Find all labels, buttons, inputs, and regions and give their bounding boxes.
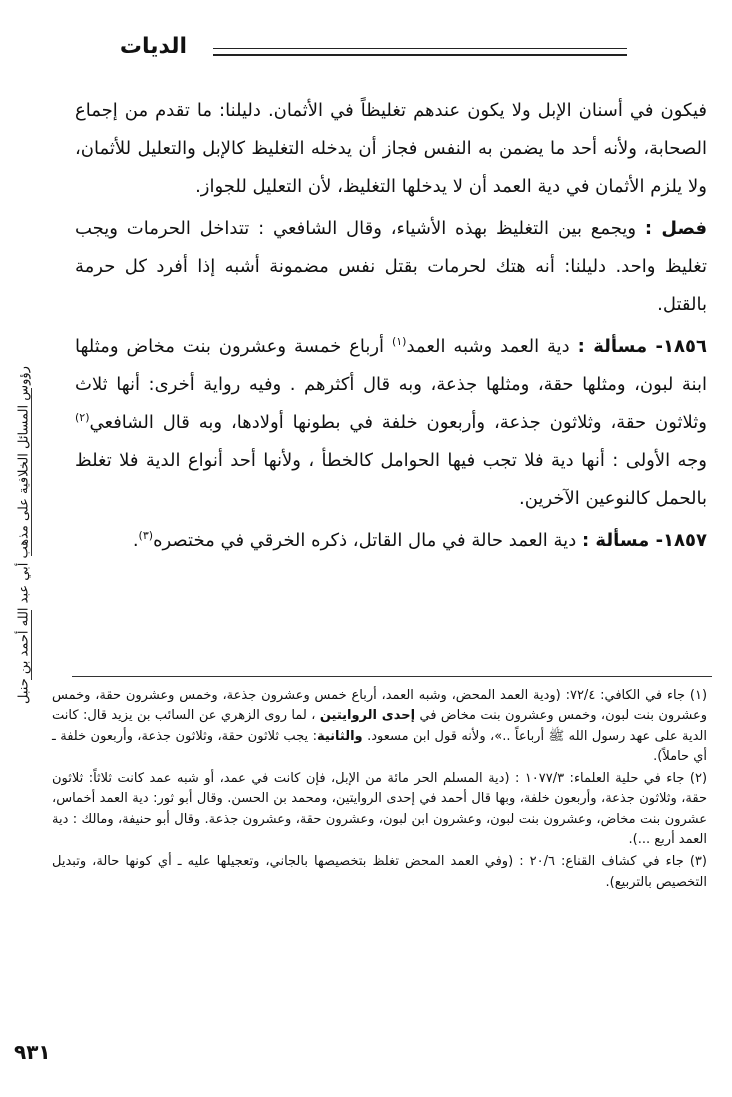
paragraph-1: فيكون في أسنان الإبل ولا يكون عندهم تغليظاً في الأثمان. دليلنا: ما تقدم من إجماع الصحابة، ولأنه أحد ما يضمن به النفس فجاز أن يدخله التغليظ كالإبل والتعليل للأثمان، ولا يلزم الأثمان في دية العمد أن لا يدخلها التغليظ، لأن التعليل للجواز. xyxy=(75,100,707,197)
masala-1857 xyxy=(75,522,707,560)
masala-1856-text-c: وجه الأولى : أنها دية فلا تجب فيها الحوامل كالخطأ ، ولأنها أحد أنواع الدية فلا تغلظ بالحمل كالنوعين الآخرين. xyxy=(75,450,707,509)
masala-1856-label: ١٨٥٦- مسألة : xyxy=(577,336,707,357)
masala-1857-label: ١٨٥٧- مسألة : xyxy=(581,530,707,551)
footnote-separator xyxy=(72,676,712,677)
page-number: ٩٣١ xyxy=(14,1040,51,1064)
footnotes xyxy=(52,686,707,895)
masala-1856-text-a: دية العمد وشبه العمد xyxy=(406,336,570,357)
footnote-1-bold: إحدى الروايتين xyxy=(319,708,416,724)
footnote-ref-2[interactable]: (٢) xyxy=(75,411,90,424)
footnote-1 xyxy=(52,686,707,767)
side-running-title xyxy=(4,366,44,704)
header-rule xyxy=(213,48,627,56)
footnote-1-text-b: ، لما روى الزهري عن السائب بن يزيد قال: كانت الدية على عهد رسول الله ﷺ أرباعاً ..»، ولأنه قول ابن مسعود. xyxy=(52,708,707,744)
footnote-3: (٣) جاء في كشاف القناع: ٢٠/٦ : (وفي العمد المحض تغلظ بتخصيصها بالجاني، وتعجيلها عليه ـ أي كونها حالة، وتبديل التخصيص بالتربيع). xyxy=(52,854,707,890)
footnote-1-bold-2: والثانية xyxy=(316,728,363,744)
footnote-1-text-c: : يجب ثلاثون حقة، وثلاثون جذعة، وأربعون خلفة ـ أي حاملاً). xyxy=(52,728,707,764)
fasl-text: ويجمع بين التغليظ بهذه الأشياء، وقال الشافعي : تتداخل الحرمات ويجب تغليظ واحد. دليلنا: أنه هتك لحرمات بقتل نفس مضمونة أشبه إذا أفرد كل حرمة بالقتل. xyxy=(75,218,707,315)
footnote-ref-1[interactable]: (١) xyxy=(391,335,407,348)
main-text xyxy=(75,92,707,564)
footnote-2: (٢) جاء في حلية العلماء: ١٠٧٧/٣ : (دية المسلم الحر مائة من الإبل، فإن كانت في عمد، أو شبه عمد كانت ثلاثاً: ثلاثون حقة، وثلاثون جذعة، وأربعون خلفة، وبها قال أحمد في إحدى الروايتين، ومحمد بن الحسن. وقال أبو ثور: دية العمد أخماس، عشرون بنت مخاض، وعشرون بنت لبون، وعشرون ابن لبون، وعشرون حقة، وعشرون جذعة. وقال أبو حنيفة، ومالك : دية العمد أربع ...). xyxy=(52,771,708,848)
masala-1856 xyxy=(75,328,707,518)
masala-1857-text: دية العمد حالة في مال القاتل، ذكره الخرقي في مختصره xyxy=(153,530,577,551)
footnote-ref-3[interactable]: (٣) xyxy=(138,529,154,542)
paragraph-fasl xyxy=(75,210,707,324)
masala-1857-tail: . xyxy=(132,530,139,551)
masala-1856-text-b: أرباع خمسة وعشرون بنت مخاض ومثلها ابنة لبون، ومثلها حقة، ومثلها جذعة، وبه قال أكثرهم . وفيه رواية أخرى: أنها ثلاث وثلاثون حقة، وثلاثون جذعة، وأربعون خلفة في بطونها أولادها، وبه قال الشافعي xyxy=(75,336,707,433)
side-running-title-text: رؤوس المسائل الخلافية على مذهب أبي عبد الله أحمد بن حنبل xyxy=(16,366,32,704)
page-title: الديات xyxy=(119,34,187,59)
page-header xyxy=(0,34,732,64)
fasl-label: فصل : xyxy=(644,218,707,239)
footnote-1-text-a: (١) جاء في الكافي: ٧٢/٤: (ودية العمد المحض، وشبه العمد، أرباع خمس وعشرون جذعة، وخمس وعشرون حقة، وخمس وعشرون بنت لبون، وخمس وعشرون بنت مخاض في xyxy=(52,688,708,724)
